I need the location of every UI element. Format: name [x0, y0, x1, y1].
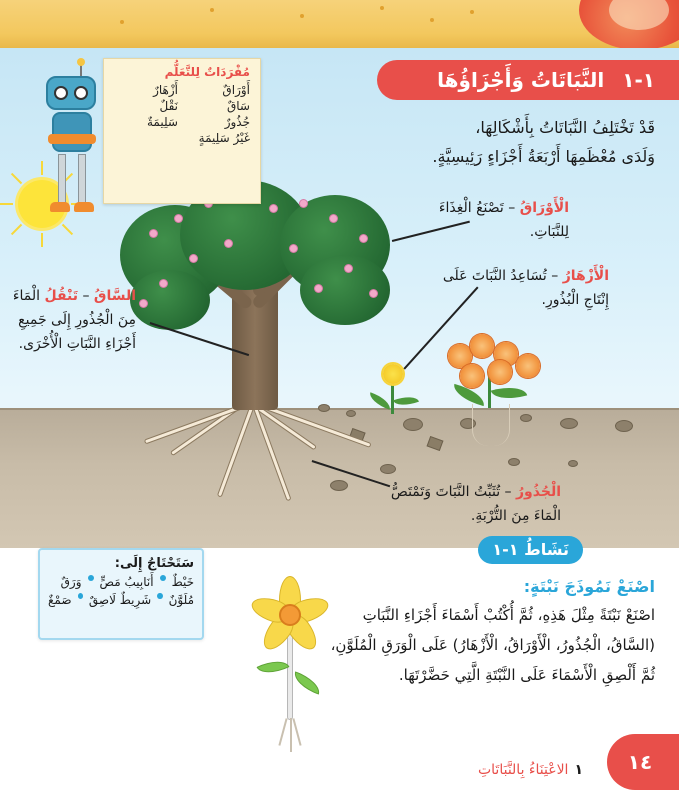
material-item: وَرَقٌ	[60, 575, 82, 589]
intro-line-2: وَلَدَى مُعْظَمِهَا أَرْبَعَةُ أَجْزَاءٍ رَئِيسِيَّةٍ.	[432, 147, 655, 166]
chapter-number: ١	[574, 762, 583, 778]
label-leaves	[409, 196, 569, 244]
material-item: خَيْطٌ	[171, 575, 194, 589]
activity-badge: نَشَاطُ ١-١	[478, 536, 583, 564]
soil-ground	[0, 408, 679, 548]
vocab-word: سَلِيمَةٌ	[146, 115, 178, 129]
bullet-icon	[88, 575, 94, 581]
label-roots-keyword: الْجُذُورُ	[516, 484, 561, 500]
lesson-number: ١-١	[622, 68, 655, 92]
bullet-icon	[157, 593, 162, 599]
materials-card	[38, 548, 204, 640]
vocab-word: نَقْلٌ	[159, 99, 178, 113]
activity-heading: اصْنَعْ نَمُوذَجَ نَبْتَةٍ:	[523, 577, 655, 596]
lesson-title-bar	[377, 60, 679, 100]
vocab-word: جُذُورٌ	[224, 115, 250, 129]
vocab-word: أَزْهَارٌ	[153, 83, 178, 97]
label-flowers-text: – تُسَاعِدُ النَّبَاتَ عَلَى إِنْتَاجِ الْبُذُورِ.	[442, 268, 609, 308]
material-item: أَنَابِيبُ مَصٍّ	[99, 575, 154, 589]
label-stem-keyword: السَّاقُ	[93, 288, 136, 304]
vocab-word: سَاقٌ	[226, 99, 250, 113]
label-flowers-keyword: الْأَزْهَارُ	[562, 268, 609, 284]
material-item: مُلَوَّنٌ	[168, 593, 194, 607]
label-leaves-keyword: الْأَوْرَاقُ	[519, 200, 569, 216]
footer-chapter	[478, 762, 583, 778]
vocab-word: أَوْرَاقٌ	[222, 83, 250, 97]
label-flowers	[439, 264, 609, 312]
label-stem-keyword-2: تَنْقُلُ	[44, 288, 79, 304]
label-roots-text: – تُثَبِّتُ النَّبَاتَ وَتَمْتَصُّ الْمَاءَ مِنَ التُّرْبَةِ.	[390, 484, 561, 524]
vocab-word: غَيْرُ سَلِيمَةٍ	[198, 131, 250, 145]
top-decorative-band	[0, 0, 679, 48]
vocabulary-card	[103, 58, 261, 204]
material-item: شَرِيطٌ لَاصِقٌ	[88, 593, 152, 607]
chapter-title: الاعْتِنَاءُ بِالنَّبَاتَاتِ	[477, 762, 569, 778]
intro-paragraph	[335, 113, 655, 171]
label-stem: السَّاقُ – تَنْقُلُ الْمَاءَ مِنَ الْجُذُورِ إِلَى جَمِيعِ أَجْزَاءِ النَّبَاتِ الْأُخْرَى.	[12, 288, 136, 352]
page-number-tab: ١٤	[607, 734, 679, 790]
material-item: صَمْغٌ	[48, 593, 72, 607]
activity-instructions: اصْنَعْ نَبْتَةً مِثْلَ هَذِهِ، ثُمَّ أُكْتُبْ أَسْمَاءَ أَجْزَاءِ النَّبَاتِ (السَّاقُ، الْجُذُورُ، الْأَوْرَاقُ، الْأَزْهَارُ) عَلَى الْوَرَقِ الْمُلَوَّنِ، ثُمَّ أَلْصِقِ الْأَسْمَاءَ عَلَى النَّبْتَةِ الَّتِي حَضَّرْتَهَا.	[330, 606, 655, 684]
vocabulary-title: مُفْرَدَاتٌ لِلتَّعَلُّم	[164, 65, 250, 79]
label-stem-text: الْمَاءَ مِنَ الْجُذُورِ إِلَى جَمِيعِ أَجْزَاءِ النَّبَاتِ الْأُخْرَى.	[12, 288, 136, 352]
bullet-icon	[78, 593, 83, 599]
bullet-icon	[160, 575, 166, 581]
label-roots	[371, 480, 561, 528]
robot-mascot-icon	[38, 62, 108, 222]
label-leaves-text: – تَصْنَعُ الْغِذَاءَ لِلنَّبَاتِ.	[438, 200, 569, 240]
intro-line-1: قَدْ تَخْتَلِفُ النَّبَاتَاتُ بِأَشْكَالِهَا،	[475, 118, 655, 137]
materials-title: سَتَحْتَاجُ إِلَى:	[114, 556, 194, 571]
lesson-title: النَّبَاتَاتُ وَأَجْزَاؤُهَا	[437, 68, 605, 92]
